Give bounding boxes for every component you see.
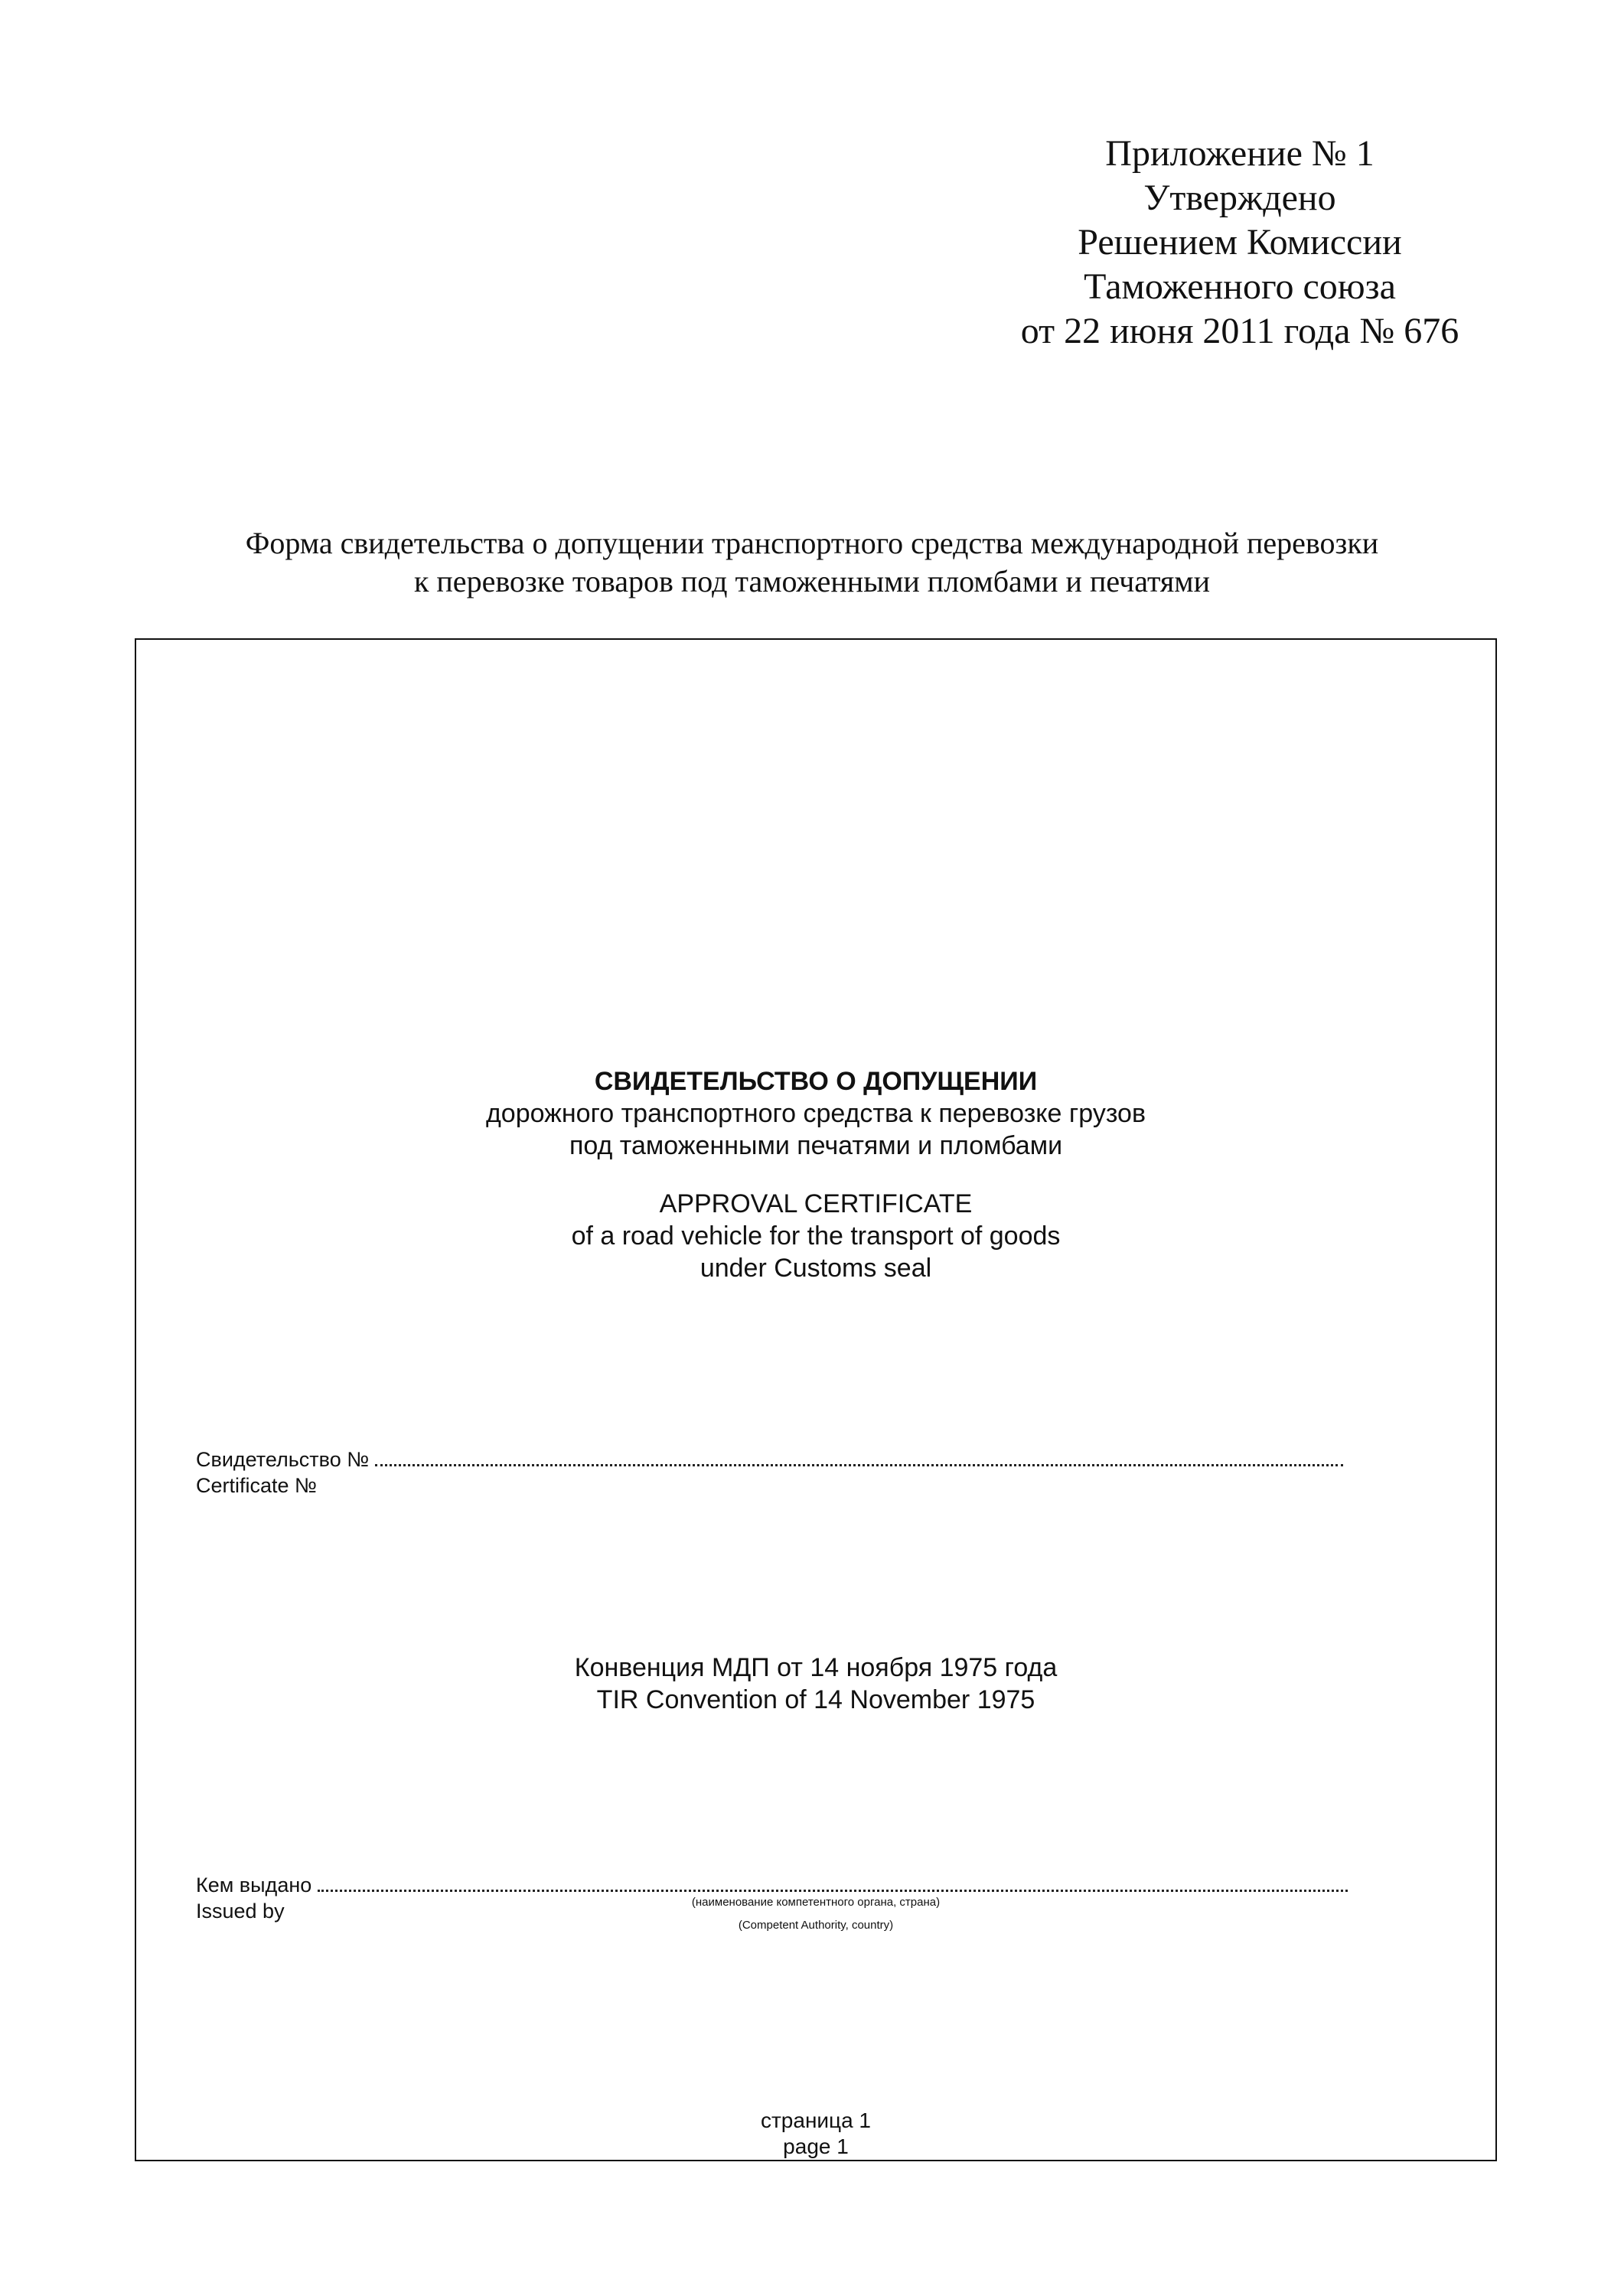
issued-by-dotted-line[interactable] xyxy=(318,1890,1348,1892)
page-number xyxy=(136,2108,1495,2160)
form-title-line-1: Форма свидетельства о допущении транспортного средства международной перевозки xyxy=(245,526,1379,560)
issued-by-label-en: Issued by xyxy=(196,1900,285,1923)
issued-by-caption-en: (Competent Authority, country) xyxy=(738,1919,894,1932)
issued-by-label-ru: Кем выдано xyxy=(196,1874,312,1896)
certificate-subtitle-ru-1: дорожного транспортного средства к перевозке грузов xyxy=(485,1099,1146,1128)
issued-by-caption-ru: (наименование компетентного органа, страна) xyxy=(691,1896,941,1909)
page-number-en: page 1 xyxy=(783,2135,849,2158)
certificate-heading xyxy=(136,1065,1495,1284)
certificate-number-label-en: Certificate № xyxy=(196,1474,318,1497)
certificate-title-en: APPROVAL CERTIFICATE xyxy=(659,1189,973,1218)
page-number-ru: страница 1 xyxy=(760,2108,872,2132)
form-title-line-2: к перевозке товаров под таможенными пломбами и печатями xyxy=(413,564,1211,598)
approved-label: Утверждено xyxy=(1143,178,1336,218)
appendix-approval-block xyxy=(972,132,1508,354)
certificate-subtitle-ru-2: под таможенными печатями и пломбами xyxy=(569,1131,1063,1160)
convention-ru: Конвенция МДП от 14 ноября 1975 года xyxy=(574,1653,1058,1682)
certificate-subtitle-en-2: under Customs seal xyxy=(699,1254,932,1283)
convention-en: TIR Convention of 14 November 1975 xyxy=(596,1685,1035,1714)
certificate-number-dotted-line[interactable] xyxy=(375,1464,1343,1466)
certificate-number-label-ru: Свидетельство № xyxy=(196,1448,370,1471)
tir-convention xyxy=(136,1652,1495,1716)
customs-union-label: Таможенного союза xyxy=(1084,266,1396,307)
form-title xyxy=(0,524,1624,601)
appendix-number: Приложение № 1 xyxy=(1105,133,1375,174)
decision-date: от 22 июня 2011 года № 676 xyxy=(1020,311,1459,351)
decision-label: Решением Комиссии xyxy=(1078,222,1402,263)
certificate-subtitle-en-1: of a road vehicle for the transport of goods xyxy=(571,1221,1061,1251)
certificate-number-field[interactable] xyxy=(196,1446,1343,1499)
certificate-frame xyxy=(135,638,1497,2161)
certificate-title-ru: СВИДЕТЕЛЬСТВО О ДОПУЩЕНИИ xyxy=(594,1067,1038,1096)
